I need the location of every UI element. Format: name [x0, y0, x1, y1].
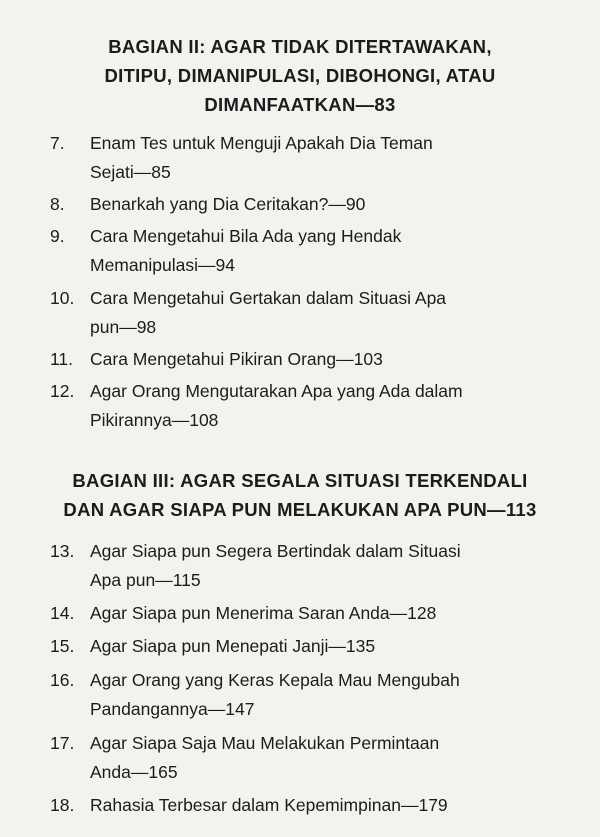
- heading-line: BAGIAN III: AGAR SEGALA SITUASI TERKENDALI: [72, 470, 528, 491]
- entry-line: Agar Siapa pun Menepati Janji—135: [90, 636, 376, 656]
- entry-line: Pandangannya—147: [90, 699, 255, 719]
- entry-number: 18.: [50, 795, 75, 815]
- entry-number: 13.: [50, 541, 75, 561]
- heading-line: BAGIAN II: AGAR TIDAK DITERTAWAKAN,: [108, 36, 492, 57]
- section-3-heading: [40, 466, 560, 524]
- entry-title: [90, 377, 570, 435]
- entry-number: 11.: [50, 349, 74, 369]
- entry-title: [90, 729, 570, 787]
- entry-line: Apa pun—115: [90, 570, 201, 590]
- entry-line: Pikirannya—108: [90, 410, 219, 430]
- entry-title: [90, 632, 570, 661]
- entry-line: pun—98: [90, 317, 157, 337]
- entry-title: [90, 345, 570, 374]
- entry-line: Cara Mengetahui Pikiran Orang—103: [90, 349, 383, 369]
- entry-line: Memanipulasi—94: [90, 255, 235, 275]
- section-2-heading: [40, 32, 560, 119]
- entry-line: Enam Tes untuk Menguji Apakah Dia Teman: [90, 133, 433, 153]
- entry-number: 16.: [50, 670, 75, 690]
- entry-line: Sejati—85: [90, 162, 171, 182]
- entry-line: Agar Siapa Saja Mau Melakukan Permintaan: [90, 733, 440, 753]
- entry-title: [90, 129, 570, 187]
- entry-title: [90, 190, 570, 219]
- entry-number: 14.: [50, 603, 75, 623]
- entry-title: [90, 222, 570, 280]
- heading-line: DITIPU, DIMANIPULASI, DIBOHONGI, ATAU: [104, 65, 496, 86]
- heading-line: DAN AGAR SIAPA PUN MELAKUKAN APA PUN—113: [63, 499, 537, 520]
- entry-title: [90, 791, 570, 820]
- entry-line: Agar Siapa pun Segera Bertindak dalam Situasi: [90, 541, 461, 561]
- entry-line: Agar Orang Mengutarakan Apa yang Ada dalam: [90, 381, 463, 401]
- entry-number: 8.: [50, 194, 65, 214]
- entry-line: Agar Orang yang Keras Kepala Mau Mengubah: [90, 670, 460, 690]
- entry-line: Cara Mengetahui Gertakan dalam Situasi Apa: [90, 288, 447, 308]
- entry-number: 17.: [50, 733, 75, 753]
- entry-line: Anda—165: [90, 762, 178, 782]
- heading-line: DIMANFAATKAN—83: [204, 94, 396, 115]
- entry-title: [90, 537, 570, 595]
- entry-line: Agar Siapa pun Menerima Saran Anda—128: [90, 603, 437, 623]
- entry-number: 12.: [50, 381, 75, 401]
- entry-line: Cara Mengetahui Bila Ada yang Hendak: [90, 226, 402, 246]
- entry-number: 7.: [50, 133, 65, 153]
- entry-line: Rahasia Terbesar dalam Kepemimpinan—179: [90, 795, 448, 815]
- entry-line: Benarkah yang Dia Ceritakan?—90: [90, 194, 366, 214]
- entry-title: [90, 599, 570, 628]
- entry-number: 10.: [50, 288, 75, 308]
- entry-number: 9.: [50, 226, 65, 246]
- entry-title: [90, 666, 570, 724]
- entry-title: [90, 284, 570, 342]
- entry-number: 15.: [50, 636, 75, 656]
